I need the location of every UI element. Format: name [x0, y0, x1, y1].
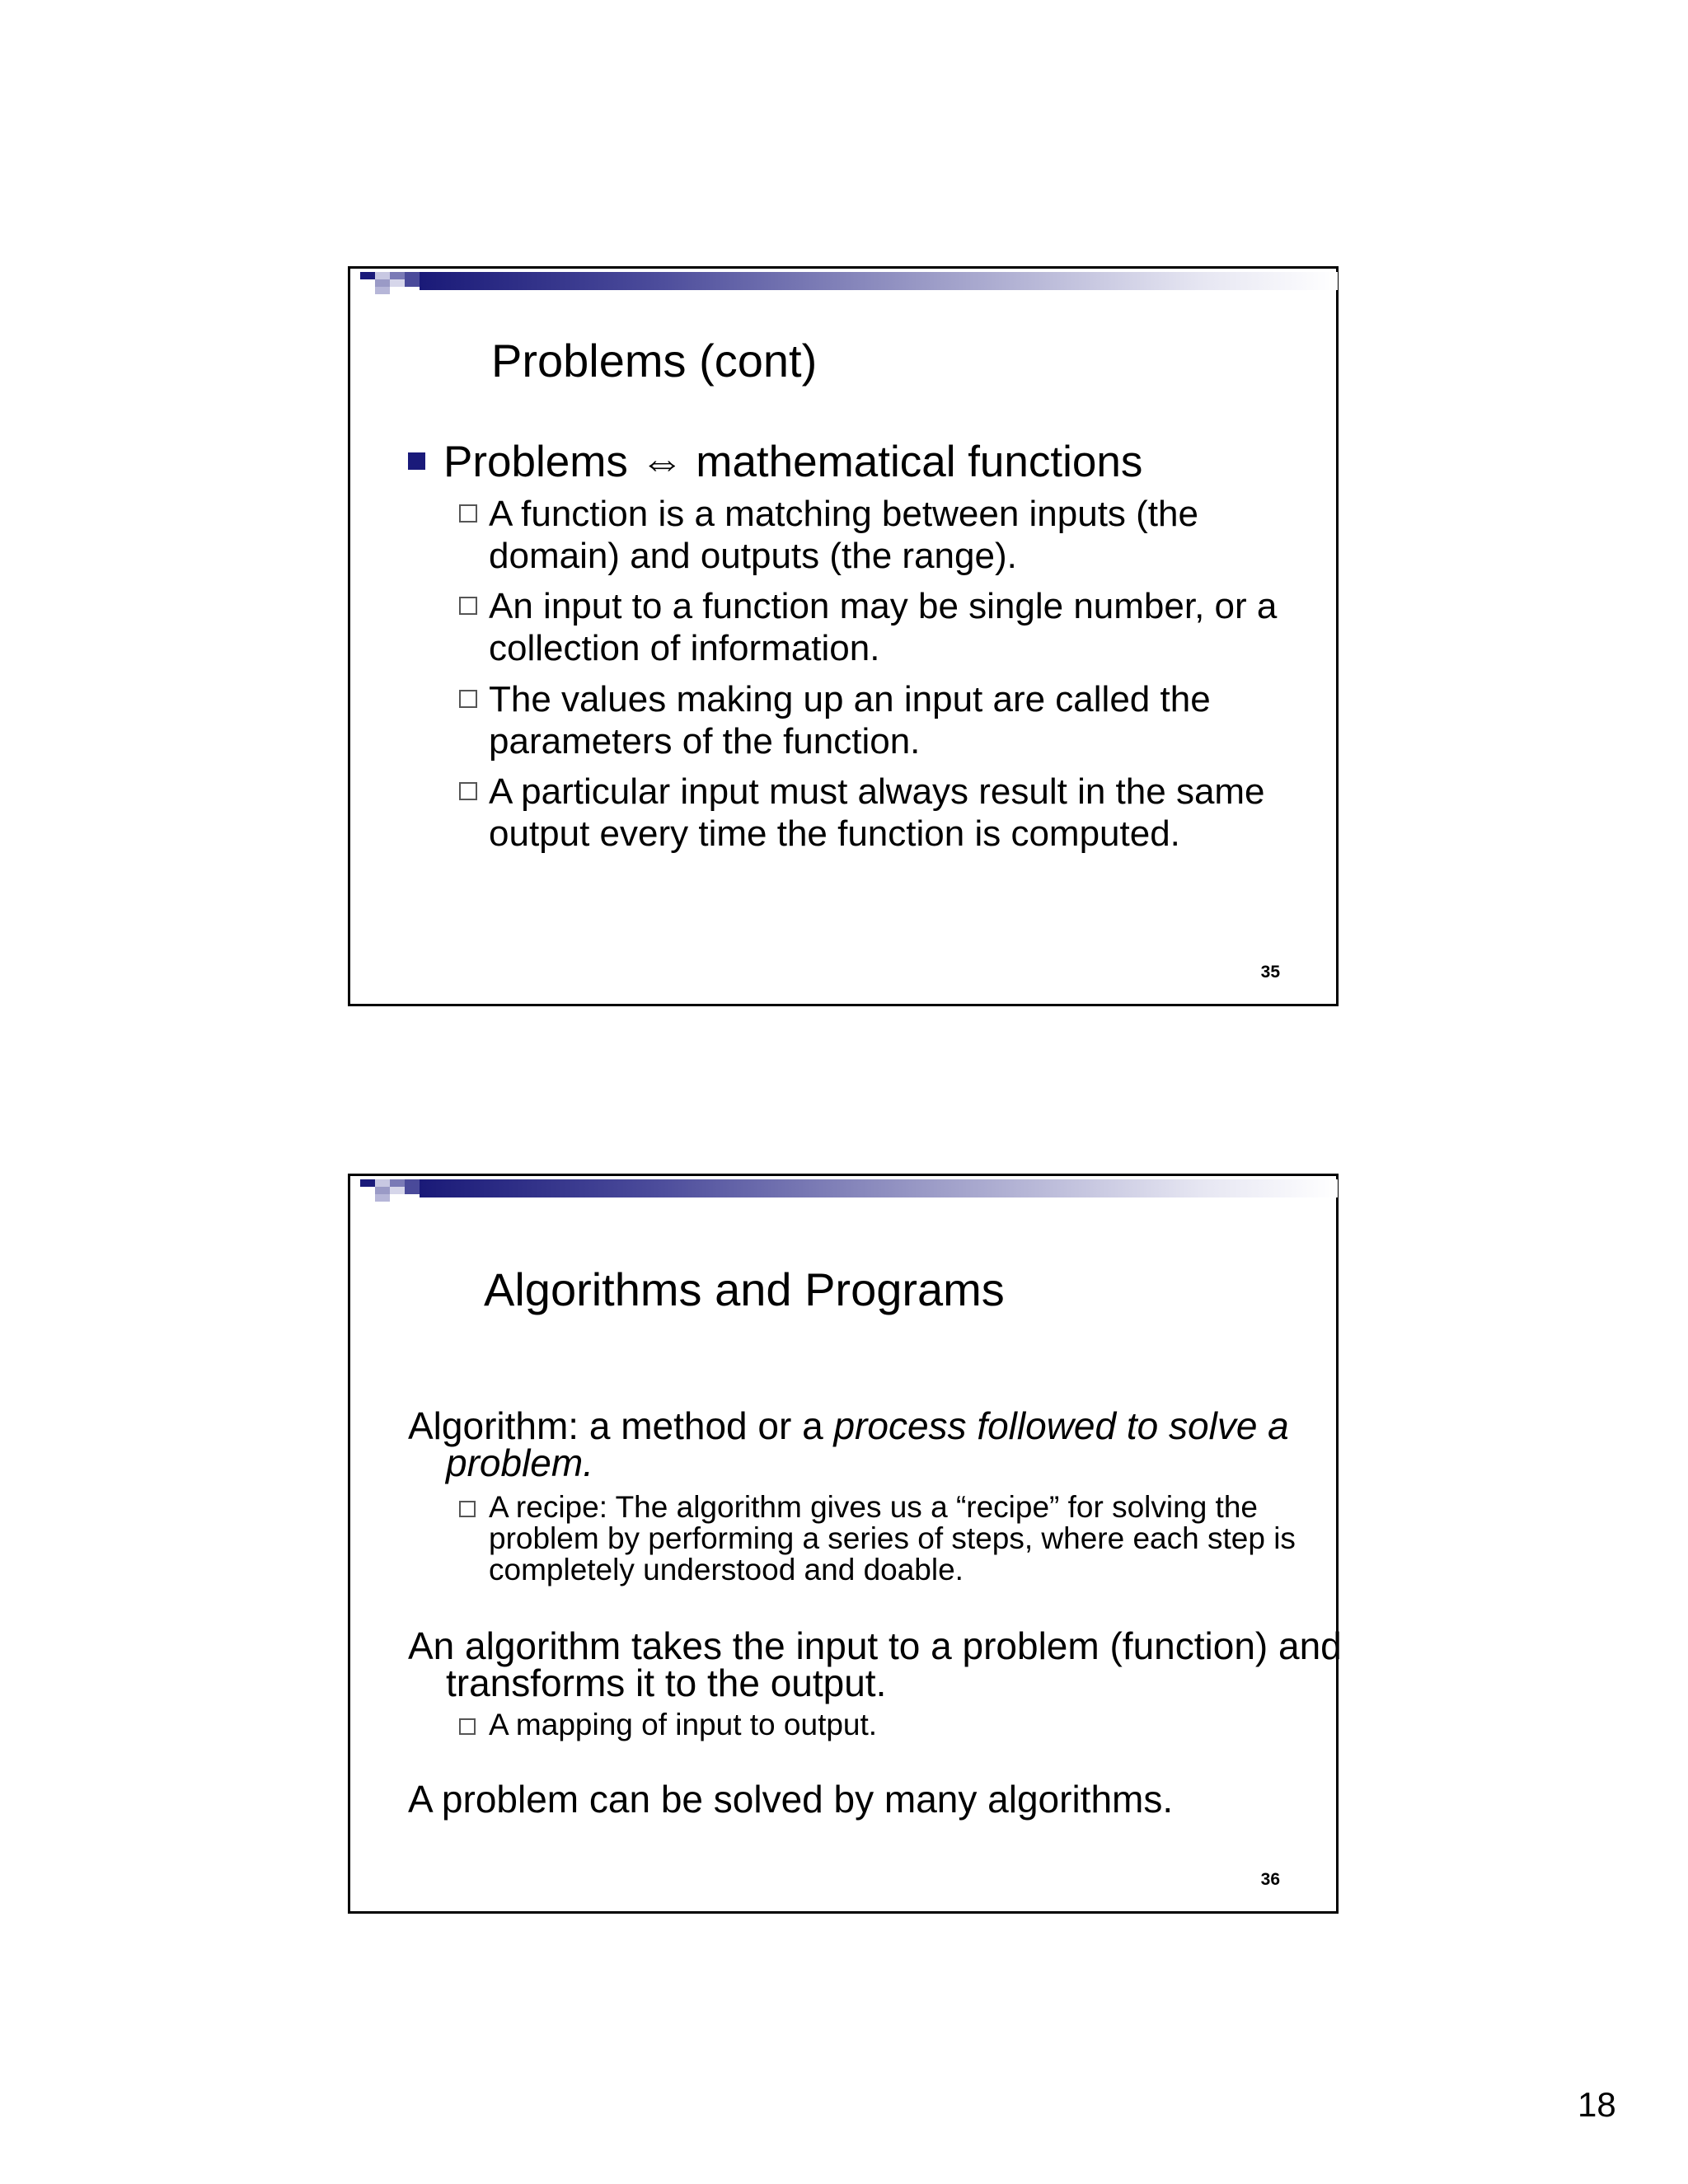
slide-number: 36 — [1260, 1870, 1280, 1889]
slide-title: Algorithms and Programs — [484, 1263, 1005, 1315]
title-bar-decoration — [350, 269, 1336, 302]
sub-item: A function is a matching between inputs (the domain) and outputs (the range). — [459, 493, 1338, 577]
slide-36 — [348, 1174, 1342, 1914]
checkbox-bullet-icon — [459, 1718, 476, 1735]
slide-title: Problems (cont) — [491, 335, 818, 387]
title-bar-decoration — [350, 1176, 1336, 1209]
paragraph-input-output: An algorithm takes the input to a problem (function) and transforms it to the output. — [408, 1624, 1342, 1704]
page-number: 18 — [1578, 2085, 1616, 2124]
checkbox-bullet-icon — [459, 690, 477, 708]
paragraph-algorithm: Algorithm: a method or a process followed to solve a problem. — [408, 1404, 1289, 1484]
slide-number: 35 — [1260, 963, 1280, 982]
checkbox-bullet-icon — [459, 782, 477, 800]
sub-item: A mapping of input to output. — [459, 1709, 1338, 1741]
bullet-item: Problems ⇔ mathematical functions — [408, 440, 1142, 484]
slide-35 — [348, 266, 1339, 1006]
sub-item: A particular input must always result in the same output every time the function is computed. — [459, 771, 1338, 855]
sub-item: A recipe: The algorithm gives us a “recipe” for solving the problem by performing a series of steps, where each step is completely understood and doable. — [459, 1492, 1338, 1586]
sub-item: An input to a function may be single number, or a collection of information. — [459, 585, 1338, 669]
checkbox-bullet-icon — [459, 597, 477, 615]
square-bullet-icon — [408, 452, 425, 470]
checkbox-bullet-icon — [459, 1501, 476, 1517]
paragraph-many-algorithms: A problem can be solved by many algorithms. — [408, 1778, 1174, 1821]
checkbox-bullet-icon — [459, 504, 477, 523]
sub-item: The values making up an input are called the parameters of the function. — [459, 678, 1338, 762]
